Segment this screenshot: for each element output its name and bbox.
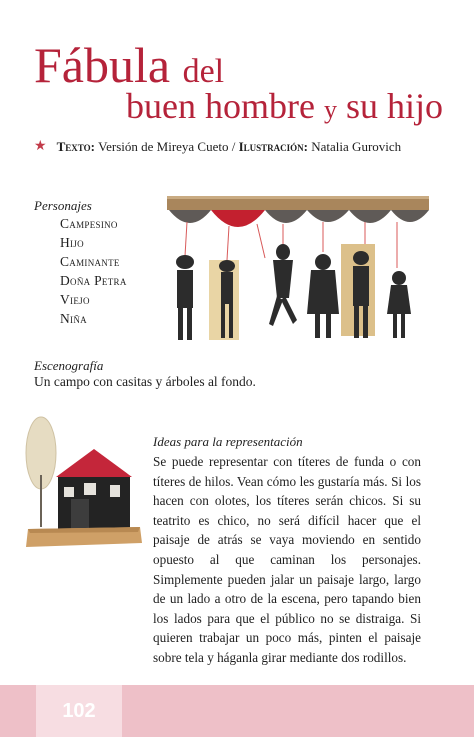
ideas-text: Se puede representar con títeres de funda o con títeres de hilos. Vean cómo les gustaría más. Si los hacen con olotes, los títeres serán chicos. Si su teatrito es chico, no será difícil hacer que el paisaje de atrás se vaya moviendo en sentido opuesto al que caminan los personajes. Simplemente pueden jalar un paisaje largo, largo de un lado a otro de la escena, pero tapando bien los lados para que el público no se distraiga. Si quieren trabajar un poco más, pinten el paisaje sobre tela y háganla girar mediante dos rodillos. bbox=[153, 454, 421, 665]
character-item: Campesino bbox=[60, 216, 118, 231]
credit-illustration-label: Ilustración: bbox=[238, 138, 309, 154]
credit-illustration-value: Natalia Gurovich bbox=[311, 138, 402, 154]
characters-list bbox=[60, 214, 127, 328]
scenery-label: Escenografía bbox=[34, 358, 104, 373]
credit-text-value: Versión de Mireya Cueto / bbox=[98, 138, 236, 154]
title-word-buen-hombre: buen hombre bbox=[126, 86, 315, 126]
star-icon: ★ bbox=[34, 139, 47, 154]
credit-line bbox=[34, 138, 401, 155]
title-word-su-hijo: su hijo bbox=[345, 86, 443, 126]
title-word-del: del bbox=[182, 53, 225, 90]
scenery-text: Un campo con casitas y árboles al fondo. bbox=[34, 374, 256, 389]
ideas-label: Ideas para la representación bbox=[153, 434, 303, 449]
title-line-2 bbox=[126, 86, 443, 130]
puppets-illustration bbox=[165, 196, 429, 348]
credit-text-label: Texto: bbox=[56, 138, 95, 154]
title-word-fabula: Fábula bbox=[34, 37, 171, 93]
character-item: Niña bbox=[60, 311, 87, 326]
title-word-y: y bbox=[323, 95, 337, 124]
character-item: Caminante bbox=[60, 254, 120, 269]
character-item: Doña Petra bbox=[60, 273, 127, 288]
house-illustration bbox=[24, 415, 142, 555]
characters-label: Personajes bbox=[34, 198, 92, 213]
character-item: Hijo bbox=[60, 235, 84, 250]
character-item: Viejo bbox=[60, 292, 90, 307]
page-number: 102 bbox=[36, 685, 122, 737]
